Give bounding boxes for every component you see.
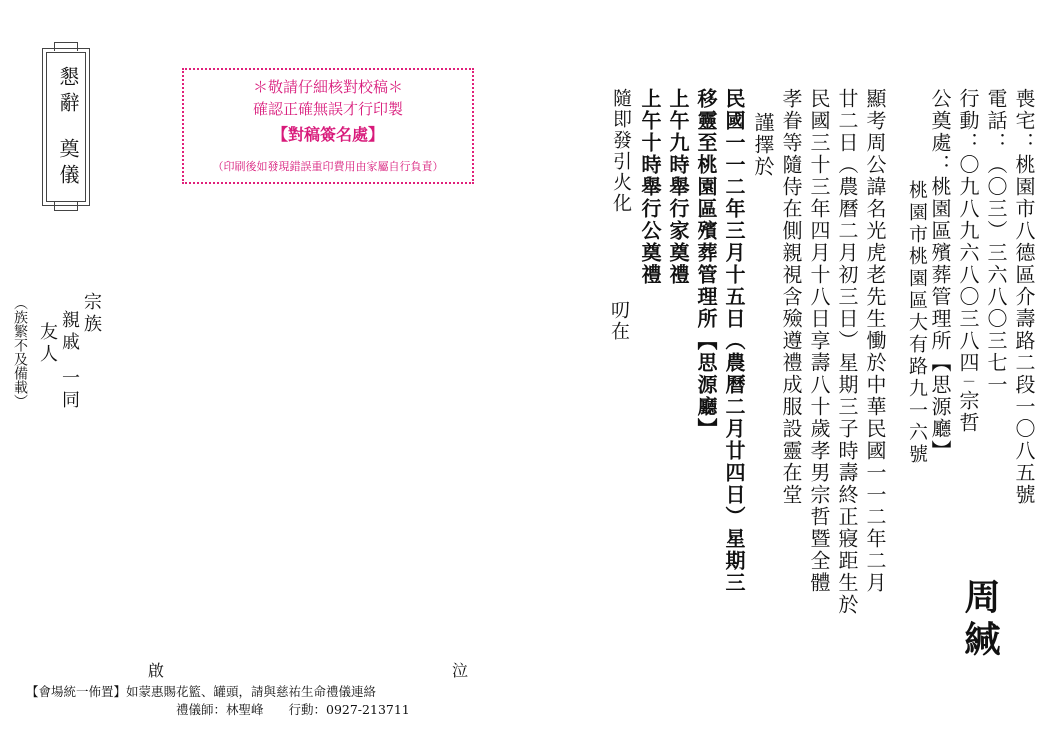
footer-line-2: 禮儀師：林聖峰 行動：0927-213711 <box>176 702 410 717</box>
notice-line-3: 【對稿簽名處】 <box>271 125 384 144</box>
notice-line-2: 確認正確無誤才行印製 <box>252 100 403 118</box>
mobile: 〇九八九六八〇三八四 <box>956 154 980 374</box>
seal-text-2: 奠儀 <box>56 138 80 190</box>
address: 桃園市八德區介壽路二段一〇八五號 <box>1012 154 1036 506</box>
closing-zong: 宗族 <box>81 292 102 336</box>
announce-col-4: 孝眷等隨侍在側親視含殮遵禮成服設靈在堂 <box>779 88 803 506</box>
notice-line-1: ＊敬請仔細核對校稿＊ <box>252 78 403 96</box>
phone-line <box>982 88 1011 396</box>
phone-label: 電話： <box>984 88 1008 154</box>
venue: 桃園區殯葬管理所【思源廳】 <box>928 176 952 462</box>
proof-notice-box <box>182 68 474 184</box>
mobile-note: 宗哲 <box>956 390 980 434</box>
announce-col-11: 叨在 <box>608 300 630 342</box>
venue-address: 桃園市桃園區大有路九一六號 <box>906 180 928 466</box>
closing-note: （族繁不及備載） <box>12 296 28 408</box>
seal-box <box>38 42 94 212</box>
announce-col-2: 廿二日（農曆二月初三日）星期三子時壽終正寢距生於 <box>835 88 859 616</box>
closing-yi: 一同 <box>59 368 80 412</box>
notice-line-4: （印刷後如發現錯誤重印費用由家屬自行負責） <box>212 160 444 173</box>
announce-col-3: 民國三十三年四月十八日享壽八十歲孝男宗哲暨全體 <box>807 88 831 594</box>
announce-col-6: 民國一一二年三月十五日（農曆二月廿四日）星期三 <box>722 88 746 594</box>
closing-you: 友人 <box>37 322 58 366</box>
closing-qin: 親戚 <box>59 310 80 354</box>
family-name: 周緘 <box>959 578 1001 662</box>
venue-label: 公奠處： <box>928 88 952 176</box>
seal-text-1: 懇辭 <box>56 66 80 118</box>
mobile-line: 行動：〇九八九六八〇三八四－宗哲 <box>956 88 980 434</box>
footer-qi2: 泣 <box>452 661 469 680</box>
phone: （〇三）三六八〇三七一 <box>984 154 1008 396</box>
mobile-label: 行動： <box>956 88 980 154</box>
announce-col-9: 上午十時舉行公奠禮 <box>638 88 662 286</box>
announce-col-10: 隨即發引火化 <box>610 88 632 214</box>
announce-col-7: 移靈至桃園區殯葬管理所【思源廳】 <box>694 88 718 440</box>
announce-col-8: 上午九時舉行家奠禮 <box>666 88 690 286</box>
footer-line-1: 【會場統一佈置】如蒙惠賜花籃、罐頭，請與慈祐生命禮儀連絡 <box>26 684 377 699</box>
announce-col-5: 謹擇於 <box>751 112 775 178</box>
address-label: 喪宅： <box>1012 88 1036 154</box>
footer-qi: 啟 <box>148 661 165 680</box>
address-line <box>1010 88 1039 506</box>
announce-col-1: 顯考周公諱名光虎老先生慟於中華民國一一二年二月 <box>863 88 887 594</box>
